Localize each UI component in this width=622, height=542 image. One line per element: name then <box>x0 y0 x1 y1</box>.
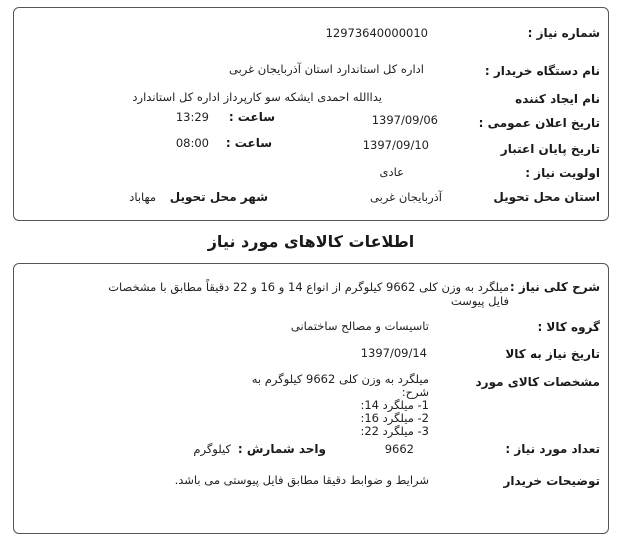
goods-group-value: تاسیسات و مصالح ساختمانی <box>290 319 429 333</box>
spec-line: 3- میلگرد 22: <box>360 424 429 438</box>
unit-label: واحد شمارش : <box>237 442 326 456</box>
priority-value: عادی <box>379 165 404 179</box>
spec-line: 1- میلگرد 14: <box>360 398 429 412</box>
delivery-city-label: شهر محل تحویل <box>169 190 268 204</box>
need-header-box <box>13 7 609 221</box>
delivery-province-label: استان محل تحویل <box>493 190 600 204</box>
need-date-label: تاریخ نیاز به کالا <box>505 347 600 361</box>
delivery-province-value: آذربایجان غربی <box>370 190 442 204</box>
need-date-value: 1397/09/14 <box>360 346 427 360</box>
general-desc-line1: میلگرد به وزن کلی 9662 کیلوگرم از انواع 14 و 16 و 22 دقیقاً مطابق با مشخصات <box>108 280 509 294</box>
priority-label: اولویت نیاز : <box>525 166 600 180</box>
buyer-notes-label: توضیحات خریدار <box>503 474 600 488</box>
creator-value: یداالله احمدی ایشکه سو کارپرداز اداره کل استاندارد <box>132 90 382 104</box>
announce-date-label: تاریخ اعلان عمومی : <box>478 116 600 130</box>
quantity-label: تعداد مورد نیاز : <box>505 442 600 456</box>
expiry-time-value: 08:00 <box>175 136 209 150</box>
need-number-value: 12973640000010 <box>325 26 428 40</box>
spec-line: میلگرد به وزن کلی 9662 کیلوگرم به شرح: <box>251 372 429 399</box>
expiry-date-value: 1397/09/10 <box>362 138 429 152</box>
announce-time-label: ساعت : <box>228 110 275 124</box>
creator-label: نام ایجاد کننده <box>515 92 600 106</box>
announce-time-value: 13:29 <box>175 110 209 124</box>
buyer-org-value: اداره کل استاندارد استان آذربایجان غربی <box>228 62 424 76</box>
quantity-value: 9662 <box>384 442 414 456</box>
spec-label: مشخصات کالای مورد <box>475 375 600 389</box>
spec-line: 2- میلگرد 16: <box>360 411 429 425</box>
need-number-label: شماره نیاز : <box>527 26 600 40</box>
goods-group-label: گروه کالا : <box>537 320 600 334</box>
buyer-notes-value: شرایط و ضوابط دقیقا مطابق فایل پیوستی می باشد. <box>174 473 429 487</box>
unit-value: کیلوگرم <box>193 442 231 456</box>
spec-list <box>229 373 429 438</box>
announce-date-value: 1397/09/06 <box>371 113 438 127</box>
buyer-org-label: نام دستگاه خریدار : <box>484 64 600 78</box>
general-desc-line2: فایل پیوست <box>450 294 509 308</box>
general-desc-label: شرح کلی نیاز : <box>509 280 600 294</box>
expiry-time-label: ساعت : <box>225 136 272 150</box>
expiry-date-label: تاریخ پایان اعتبار <box>500 142 600 156</box>
delivery-city-value: مهاباد <box>129 190 156 204</box>
section-title: اطلاعات کالاهای مورد نیاز <box>207 232 415 251</box>
